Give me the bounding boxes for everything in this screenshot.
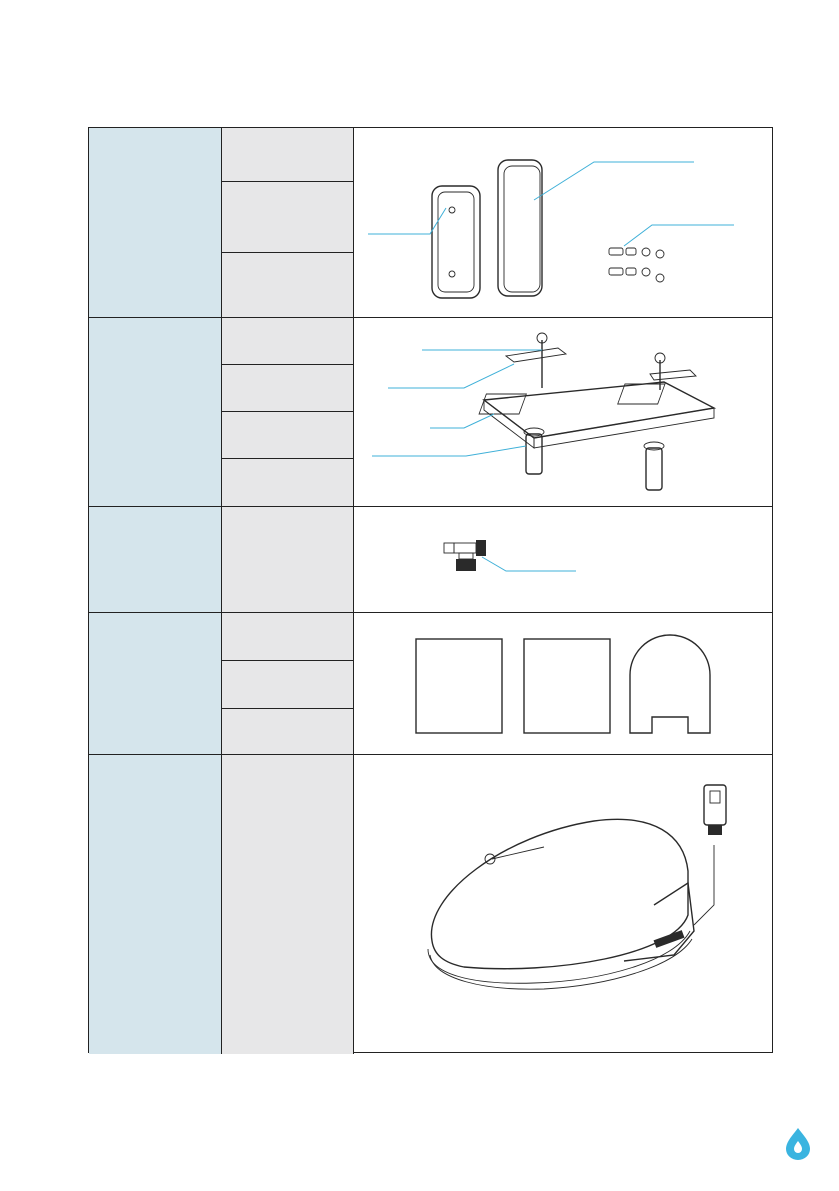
item-cell [222,253,353,318]
category-cell [89,613,222,754]
item-column [222,507,354,612]
item-cell [222,182,353,253]
manuals-illustration [354,613,772,754]
table-row [89,128,772,318]
item-column [222,318,354,506]
category-cell [89,755,222,1054]
item-column [222,755,354,1054]
illustration-cell [354,613,772,754]
item-cell [222,709,353,755]
category-cell [89,128,222,317]
mounting-plates-illustration [354,128,772,317]
t-valve-illustration [354,507,772,612]
table-row [89,318,772,507]
item-column [222,128,354,317]
item-cell [222,507,353,613]
illustration-cell [354,755,772,1054]
category-cell [89,507,222,612]
item-cell [222,365,353,412]
table-row [89,755,772,1054]
item-cell [222,412,353,459]
item-cell [222,459,353,507]
water-drop-icon [784,1126,812,1160]
illustration-cell [354,507,772,612]
toilet-seat-illustration [354,755,772,1054]
base-plate-illustration [354,318,772,506]
item-column [222,613,354,754]
illustration-cell [354,128,772,317]
item-cell [222,661,353,709]
item-cell [222,613,353,661]
table-row [89,613,772,755]
illustration-cell [354,318,772,506]
item-cell [222,318,353,365]
parts-table [88,127,773,1053]
item-cell [222,128,353,182]
category-cell [89,318,222,506]
table-row [89,507,772,613]
item-cell [222,755,353,1054]
